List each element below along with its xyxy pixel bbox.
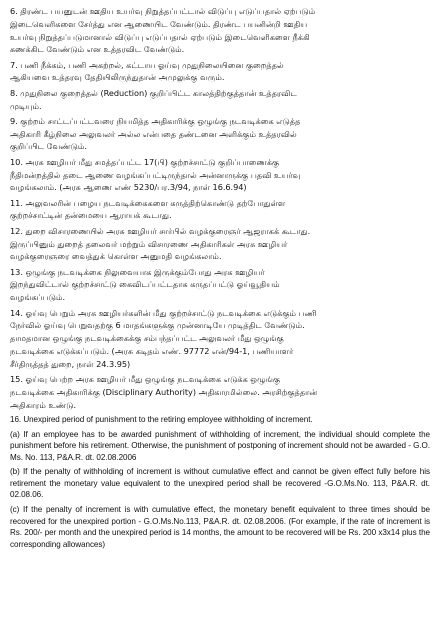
paragraph-7 bbox=[10, 59, 430, 85]
paragraph-text: திரண்ட பயனுடன் ஊதிய உயர்வு நிறுத்தப்பட்டால் விடுப்பு எடுப்பதால் ஏற்படும் இடைவெளிகளை சேர்த்து என ஆணையிட வேண்டும். திரண்ட பயனின்றி ஊதிய உயர்வு நிறுத்தப்படுமானால் விடுப்பு எடுப்பதால் ஏற்படும் இடைவெளிகளை நீக்கி கணக்கிட வேண்டும் என உத்தரவிட வேண்டும். bbox=[10, 6, 316, 55]
paragraph-16-b bbox=[10, 466, 430, 501]
paragraph-number: 13. bbox=[10, 266, 23, 277]
paragraph-number: 15. bbox=[10, 374, 23, 385]
paragraph-text: If the penalty of increment is with cumulative effect, the monetary benefit equivalent to three times should be recovered for the unexpired portion - G.O.Ms.No.113, P&A.R. dt. 02.08.2006. (For example, if the rate of increment is Rs. 200/- per month and the unexpired period is 14 months, the amount to be recovered will be Rs. 200 x3x14 plus the corresponding allowances) bbox=[10, 505, 430, 549]
paragraph-12 bbox=[10, 225, 430, 263]
paragraph-16 bbox=[10, 414, 430, 426]
paragraph-number: 16. bbox=[10, 414, 22, 424]
paragraph-number: 14. bbox=[10, 307, 23, 318]
paragraph-number: 6. bbox=[10, 6, 18, 16]
paragraph-text: அரசு ஊழியர் மீது சமத்தப்பட்ட 17(பி) குற்றச்சாட்டு குறிப்பாணைக்கு நீதிமன்றத்தில் தடை ஆணை வழங்கப்பட்டிருந்தால் அன்னாருக்கு பதவி உயர்வு வழங்கலாம். (அரசு ஆணை எண் 5230/பர.3/94, நாள் 16.6.94) bbox=[10, 156, 301, 193]
paragraph-16-a bbox=[10, 429, 430, 464]
paragraph-text: ஓய்வு பெறும் அரசு ஊழியர்களின் மீது குற்றச்சாட்டு நடவடிக்கை எடுக்கும் பணி நேர்வில் ஓய்வு பெறுவதற்கு 6 மாதங்களுக்கு முன்னாடியே முடித்திட வேண்டும். தாமதமான ஒழுங்கு நடவடிக்கைக்கு சம்பந்தப்பட்ட அலுவலர் மீது ஒழுங்கு நடவடிக்கை எடுக்கப்படும். (அரசு கடிதம் எண். 97772 என்/94-1, பணியாளர் சீர்திருத்தத் துறை, நாள் 24.3.95) bbox=[10, 307, 317, 369]
paragraph-14 bbox=[10, 307, 430, 371]
paragraph-text: Unexpired period of punishment to the retiring employee withholding of increment. bbox=[23, 414, 313, 424]
paragraph-text: ஒழுங்கு நடவடிக்கை நிலுவையாக இருக்கும்போது அரசு ஊழியர் இறந்துவிட்டால் குற்றச்சாட்டு கைவிடப்பட்டதாக கருதப்பட்டு ஓய்வூதியம் வழங்கப்படும். bbox=[10, 266, 280, 303]
paragraph-number: (b) bbox=[10, 467, 20, 477]
paragraph-text: பணி நீக்கம், பணி அகற்றல், கட்டாய ஓய்வு முதுநிலையினை குறைத்தல் ஆகியவை உத்தரவு தேதியிலிருந்துதான் அமுலுக்கு வரும். bbox=[10, 59, 284, 83]
paragraph-text: குற்றம் சாட்டப்பட்டவரை நியமித்த அதிகாரிக்கு ஒழுங்கு நடவடிக்கை எடுத்த அதிகாரி கீழ்நிலை அலுவலர் அல்ல என்பதை தண்டனை அளிக்கும் உத்தரவில் குறிப்பிட வேண்டும். bbox=[10, 115, 301, 152]
paragraph-6 bbox=[10, 5, 430, 56]
paragraph-13 bbox=[10, 266, 430, 304]
paragraph-8 bbox=[10, 87, 430, 113]
paragraph-15 bbox=[10, 373, 430, 411]
paragraph-text: ஓய்வு பெற்ற அரசு ஊழியர் மீது ஒழுங்கு நடவடிக்கை எடுக்க ஒழுங்கு நடவடிக்கை அதிகாரிக்கு (Disciplinary Authority) அதிகாரமில்லை. அரசிற்குத்தான் அதிகாரம் உண்டு. bbox=[10, 374, 318, 410]
paragraph-text: துறை விசாரணையில் அரசு ஊழியர் சார்பில் வழக்குரைஞர் ஆஜராகக் கூடாது. இருப்பினும் துறைத் தலைவர் மற்றும் விசாரணை அதிகாரிகள் அரசு ஊழியர் வழக்குரைஞரை வைத்துக் கொள்ள அனுமதி வழங்கலாம். bbox=[10, 225, 311, 262]
paragraph-10 bbox=[10, 156, 430, 194]
paragraph-number: 8. bbox=[10, 87, 18, 98]
paragraph-16-c bbox=[10, 504, 430, 550]
paragraph-number: (c) bbox=[10, 505, 20, 515]
paragraph-text: முதுநிலை குறைத்தல் (Reduction) குறிப்பிட்ட காலத்திற்குத்தான் உத்தரவிட முடியும். bbox=[10, 87, 297, 111]
paragraph-number: 11. bbox=[10, 197, 23, 208]
paragraph-number: (a) bbox=[10, 429, 20, 439]
paragraph-text: If the penalty of withholding of increment is without cumulative effect and cannot be given effect fully before his retirement the monetary value equivalent to the unexpired period shall be recovered -G.O.Ms.No. 113, P&A.R. dt. 02.08.06. bbox=[10, 467, 430, 500]
paragraph-number: 12. bbox=[10, 225, 23, 236]
paragraph-number: 7. bbox=[10, 59, 18, 70]
paragraph-11 bbox=[10, 197, 430, 223]
paragraph-number: 10. bbox=[10, 156, 23, 167]
paragraph-9 bbox=[10, 115, 430, 153]
paragraph-text: If an employee has to be awarded punishment of withholding of increment, the individual should complete the punishment before his retirement. Otherwise, the punishment of postponing of increment should not be awarded - G.O. Ms. No. 113, P&A.R. dt. 02.08.2006 bbox=[10, 429, 430, 462]
paragraph-number: 9. bbox=[10, 115, 18, 126]
paragraph-text: அலுவலரின் பழைய நடவடிக்கைகளை கருத்திற்கொண்டு தற்போதுள்ள குற்றச்சாட்டின் தன்மையை ஆராயக் கூடாது. bbox=[10, 197, 286, 221]
